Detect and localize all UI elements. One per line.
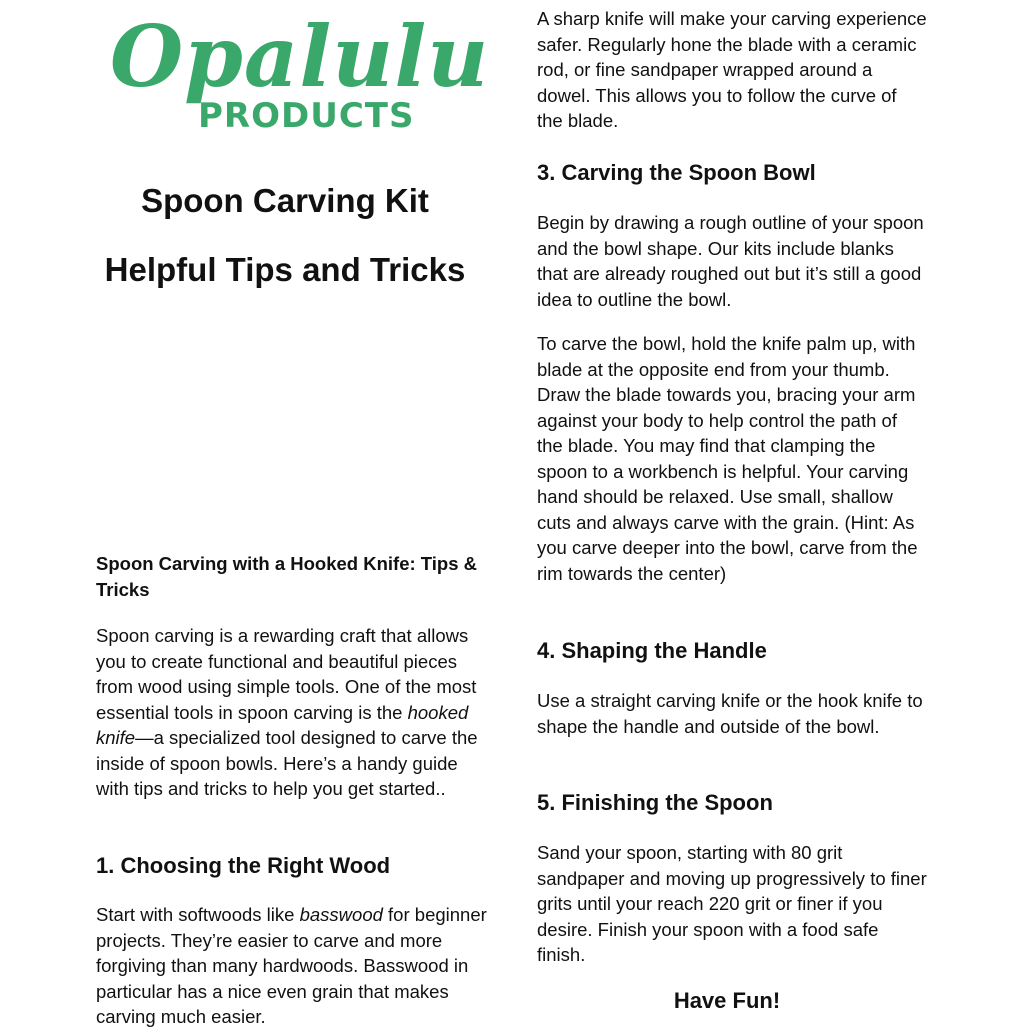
section-3-heading: 3. Carving the Spoon Bowl (537, 160, 816, 185)
section-3-paragraph-2: To carve the bowl, hold the knife palm up, with blade at the opposite end from your thumb. Draw the blade towards you, bracing your arm against your body to help control the path of the blade. You may find that clamping the spoon to a workbench is helpful. Your carving hand should be relaxed. Use small, shallow cuts and always carve with the grain. (Hint: As you carve deeper into the bowl, carve from the rim towards the center) (537, 333, 918, 584)
page-title: Spoon Carving Kit (141, 182, 429, 219)
section-5-heading: 5. Finishing the Spoon (537, 790, 773, 815)
section-1-text-start: Start with softwoods like (96, 904, 300, 925)
section-3-paragraph-1: Begin by drawing a rough outline of your spoon and the bowl shape. Our kits include blanks that are already roughed out but it’s still a good idea to outline the bowl. (537, 212, 924, 310)
section-1-text-end: for beginner projects. They’re easier to carve and more forgiving than many hardwoods. Basswood in particular has a nice even grain that makes carving much easier. (96, 904, 487, 1027)
section-1-emphasis: basswood (299, 904, 383, 925)
page-subtitle: Helpful Tips and Tricks (104, 251, 466, 288)
section-1-heading: 1. Choosing the Right Wood (96, 853, 391, 878)
logo-subtitle: PRODUCTS (198, 96, 415, 136)
sharp-knife-paragraph: A sharp knife will make your carving experience safer. Regularly hone the blade with a ceramic rod, or fine sandpaper wrapped around a dowel. This allows you to follow the curve of the blade. (537, 8, 927, 131)
intro-heading: Spoon Carving with a Hooked Knife: Tips & Tricks (96, 553, 477, 600)
closing-text: Have Fun! (673, 988, 781, 1013)
intro-paragraph (96, 623, 488, 802)
section-4-paragraph: Use a straight carving knife or the hook knife to shape the handle and outside of the bowl. (537, 690, 923, 737)
intro-emphasis: hooked knife (96, 701, 469, 748)
logo-script: Opalulu (110, 7, 490, 106)
section-4-heading: 4. Shaping the Handle (537, 638, 767, 663)
intro-text-end: —a specialized tool designed to carve the inside of spoon bowls. Here’s a handy guide with tips and tricks to help you get started.. (96, 727, 478, 799)
intro-text-start: Spoon carving is a rewarding craft that allows you to create functional and beautiful pieces from wood using simple tools. One of the most essential tools in spoon carving is the (96, 625, 477, 723)
section-5-paragraph: Sand your spoon, starting with 80 grit sandpaper and moving up progressively to finer grits until your reach 220 grit or finer if you desire. Finish your spoon with a food safe finish. (537, 842, 927, 965)
section-1-paragraph (96, 902, 488, 1030)
